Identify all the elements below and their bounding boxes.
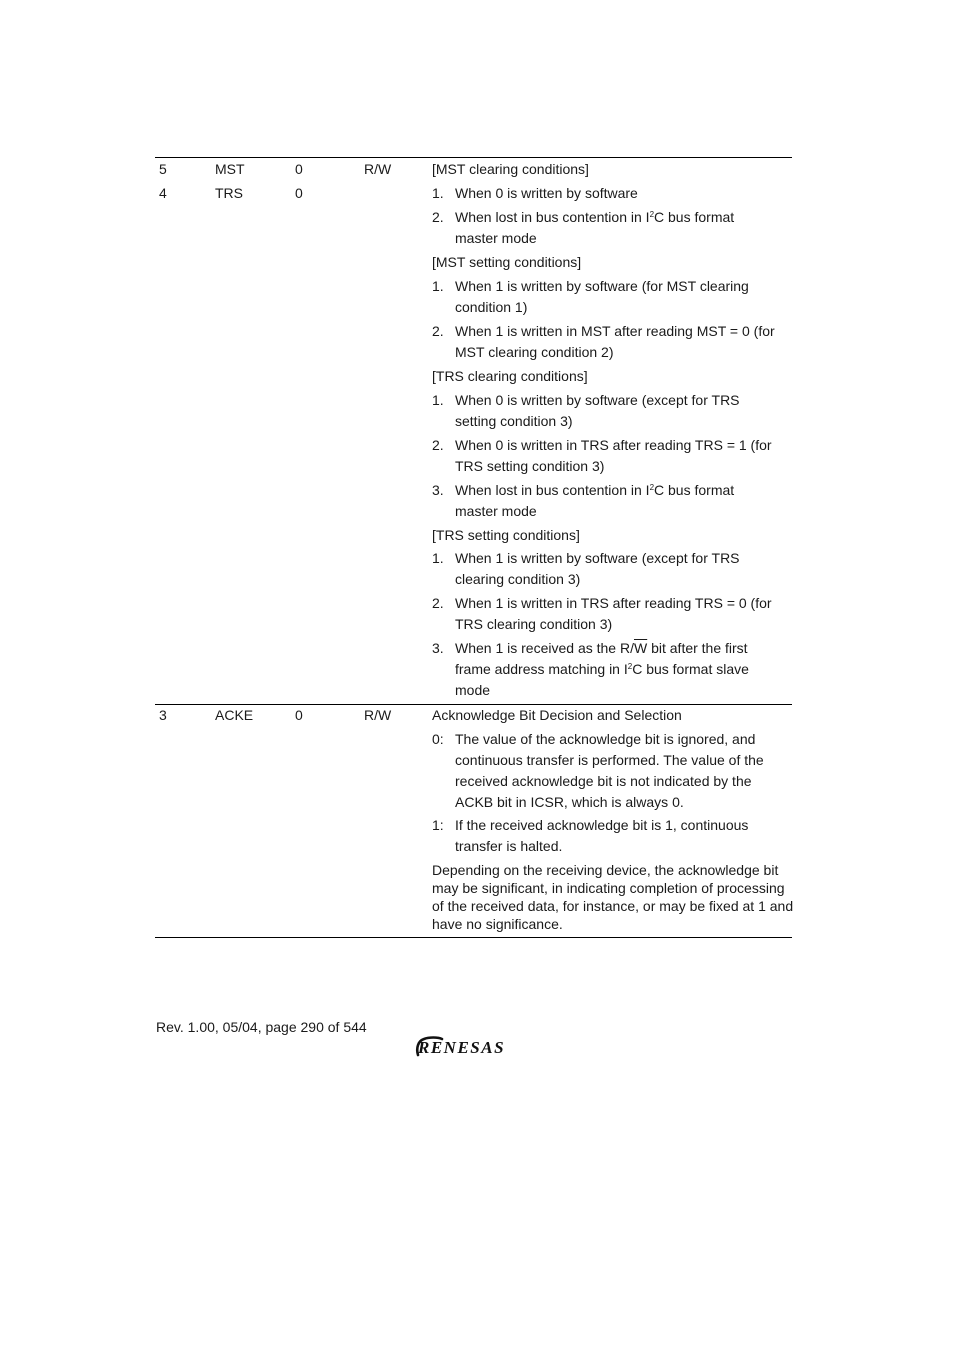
item-text: The value of the acknowledge bit is ignored, and continuous transfer is performed. The value of the received acknowledge bit is not indicated by the ACKB bit in ICSR, which is always 0. (455, 731, 764, 810)
bit-name: TRS (215, 185, 243, 201)
renesas-logo-mark (412, 1034, 536, 1058)
item-number: 2. (432, 437, 444, 453)
item-text: When 0 is written by software (except for TRS setting condition 3) (455, 392, 740, 429)
section-heading: [TRS setting conditions] (432, 527, 580, 543)
table-bottom-rule (155, 937, 792, 938)
item-number: 1. (432, 550, 444, 566)
section-heading: [MST setting conditions] (432, 254, 582, 270)
item-number: 3. (432, 482, 444, 498)
svg-text:RENESAS: RENESAS (418, 1038, 506, 1057)
initial-value: 0 (295, 185, 303, 201)
section-heading: Acknowledge Bit Decision and Selection (432, 707, 682, 723)
row-divider (155, 704, 792, 705)
item-number: 2. (432, 209, 444, 225)
read-write: R/W (364, 707, 392, 723)
item-text: When 0 is written by software (455, 185, 638, 201)
item-number: 3. (432, 640, 444, 656)
section-heading: [MST clearing conditions] (432, 161, 589, 177)
section-heading: [TRS clearing conditions] (432, 368, 588, 384)
initial-value: 0 (295, 161, 303, 177)
item-number: 1. (432, 392, 444, 408)
renesas-logo (412, 1034, 536, 1061)
initial-value: 0 (295, 707, 303, 723)
item-text: When 1 is written by software (for MST clearing condition 1) (455, 278, 749, 315)
item-number: 2. (432, 323, 444, 339)
item-text: When 1 is received as the $R/\overline{W}$ bit after the first frame address matching in $I^2C$ bus format slave mode (455, 640, 749, 698)
item-number: 1. (432, 278, 444, 294)
item-text: If the received acknowledge bit is 1, continuous transfer is halted. (455, 817, 749, 854)
item-text: When 1 is written in TRS after reading TRS = 0 (for TRS clearing condition 3) (455, 595, 772, 632)
item-text: When 0 is written in TRS after reading TRS = 1 (for TRS setting condition 3) (455, 437, 772, 474)
bit-number: 4 (159, 185, 167, 201)
bit-name: ACKE (215, 707, 254, 723)
item-text: When lost in bus contention in $I^2C$ bus format master mode (455, 482, 735, 519)
table-top-rule (155, 157, 792, 158)
item-number: 1: (432, 817, 444, 833)
note-paragraph: Depending on the receiving device, the acknowledge bit may be significant, in indicating completion of processing of the received data, for instance, or may be fixed at 1 and have no significance. (432, 862, 794, 932)
item-number: 1. (432, 185, 444, 201)
overline-w: $\overline{W}$ (633, 640, 648, 656)
item-text: When 1 is written in MST after reading MST = 0 (for MST clearing condition 2) (455, 323, 775, 360)
read-write: R/W (364, 161, 392, 177)
page-footer: Rev. 1.00, 05/04, page 290 of 544 (156, 1019, 367, 1035)
item-text: When 1 is written by software (except for TRS clearing condition 3) (455, 550, 740, 587)
item-number: 2. (432, 595, 444, 611)
item-number: 0: (432, 731, 444, 747)
bit-number: 5 (159, 161, 167, 177)
bit-name: MST (215, 161, 245, 177)
bit-number: 3 (159, 707, 167, 723)
item-text: When lost in bus contention in $I^2C$ bus format master mode (455, 209, 735, 246)
